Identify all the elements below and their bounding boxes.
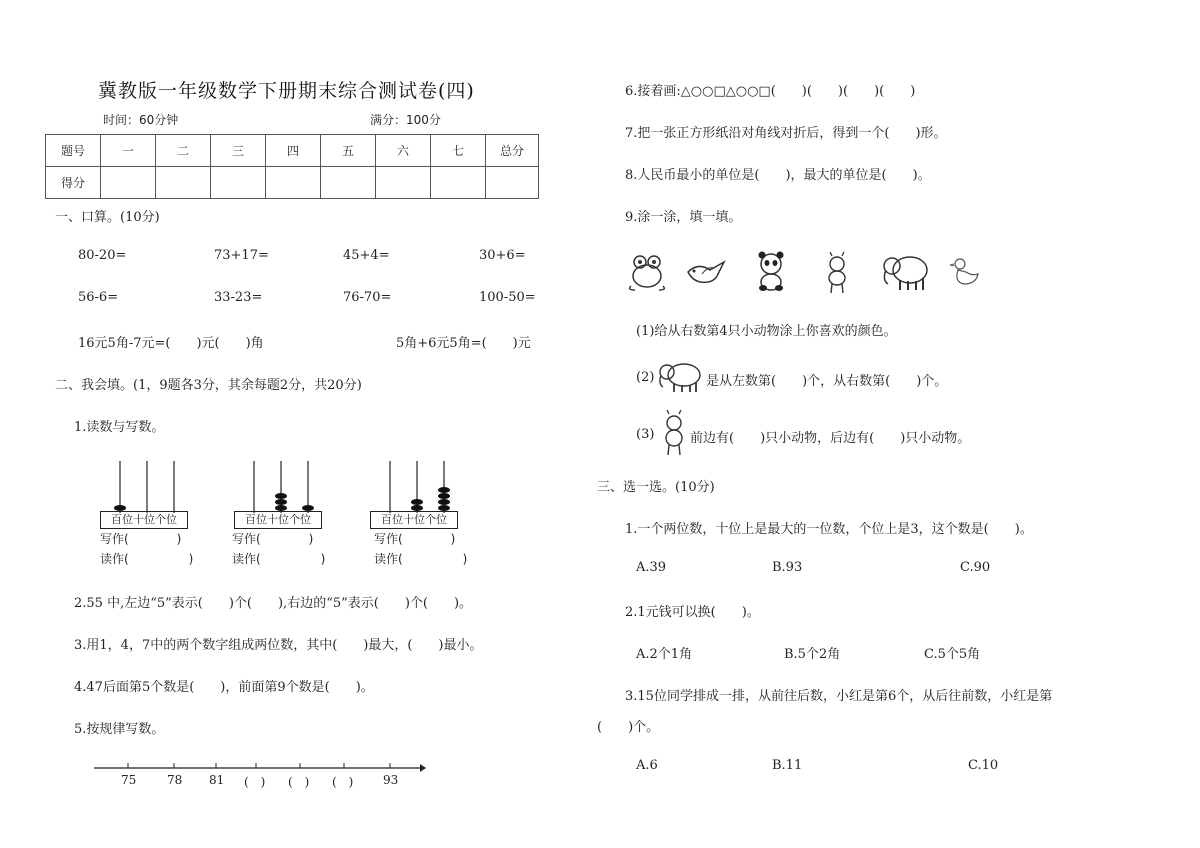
- option-c: C.5个5角: [924, 647, 981, 662]
- option-a: A.2个1角: [636, 647, 693, 662]
- question-3-3: 3.15位同学排成一排，从前往后数，小红是第6个，从后往前数，小红是第: [625, 689, 1053, 704]
- read-as: 读作( ): [100, 552, 194, 566]
- tick-label: 81: [209, 773, 225, 787]
- abacus-place-label: 百位十位个位: [100, 511, 188, 529]
- score-input[interactable]: [211, 167, 266, 199]
- score-table: [45, 134, 539, 199]
- score-header-row: [46, 135, 539, 167]
- read-as: 读作( ): [232, 552, 326, 566]
- option-b: B.11: [772, 758, 803, 773]
- calc-item: 30+6=: [479, 248, 526, 263]
- question-2-3: 3.用1，4，7中的两个数字组成两位数，其中( )最大，( )最小。: [74, 638, 483, 653]
- duck-icon: [950, 256, 980, 290]
- tick-label: 78: [167, 773, 183, 787]
- question-9-1: (1)给从右数第4只小动物涂上你喜欢的颜色。: [636, 324, 897, 339]
- calc-item: 45+4=: [343, 248, 390, 263]
- question-2-6: 6.接着画:△○○□△○○□( )( )( )( ): [625, 84, 916, 99]
- question-3-2: 2.1元钱可以换( )。: [625, 605, 760, 620]
- option-b: B.5个2角: [784, 647, 841, 662]
- score-cell: 总分: [486, 135, 539, 167]
- question-2-4: 4.47后面第5个数是( )，前面第9个数是( )。: [74, 680, 374, 695]
- score-cell: 二: [156, 135, 211, 167]
- question-3-1: 1.一个两位数，十位上是最大的一位数，个位上是3，这个数是( )。: [625, 522, 1033, 537]
- bird-icon: [684, 252, 728, 292]
- question-9-3-text: 前边有( )只小动物，后边有( )只小动物。: [690, 431, 971, 446]
- tick-label: ( ): [288, 775, 310, 789]
- score-input-row: [46, 167, 539, 199]
- option-a: A.6: [636, 758, 658, 773]
- question-2-8: 8.人民币最小的单位是( )，最大的单位是( )。: [625, 168, 931, 183]
- elephant-icon: [880, 250, 932, 292]
- question-2-5: 5.按规律写数。: [74, 722, 165, 737]
- score-cell: 三: [211, 135, 266, 167]
- question-2-7: 7.把一张正方形纸沿对角线对折后，得到一个( )形。: [625, 126, 947, 141]
- calc-item: 56-6=: [78, 290, 119, 305]
- elephant-icon: [656, 358, 706, 394]
- question-9-3-label: (3): [636, 427, 655, 442]
- tick-label: ( ): [244, 775, 266, 789]
- score-input[interactable]: [321, 167, 376, 199]
- question-9-2-text: 是从左数第( )个，从右数第( )个。: [706, 374, 948, 389]
- score-input[interactable]: [431, 167, 486, 199]
- write-as: 写作( ): [232, 532, 314, 546]
- score-cell: 题号: [46, 135, 101, 167]
- option-c: C.10: [968, 758, 999, 773]
- score-cell: 六: [376, 135, 431, 167]
- option-c: C.90: [960, 560, 991, 575]
- exam-time: 时间：60分钟: [103, 113, 179, 127]
- write-as: 写作( ): [374, 532, 456, 546]
- calc-item: 76-70=: [343, 290, 392, 305]
- full-marks: 满分：100分: [370, 113, 441, 127]
- question-2-1: 1.读数与写数。: [74, 420, 165, 435]
- abacus-3: [370, 458, 462, 513]
- tick-label: 93: [383, 773, 399, 787]
- read-as: 读作( ): [374, 552, 468, 566]
- score-input[interactable]: [266, 167, 321, 199]
- calc-item: 5角+6元5角=( )元: [396, 336, 531, 351]
- calc-item: 80-20=: [78, 248, 127, 263]
- abacus-place-label: 百位十位个位: [370, 511, 458, 529]
- deer-icon: [822, 252, 852, 294]
- question-9-2-label: (2): [636, 370, 655, 385]
- calc-item: 100-50=: [479, 290, 536, 305]
- abacus-1: [100, 458, 192, 513]
- section-3-heading: 三、选一选。(10分): [597, 480, 715, 495]
- calc-item: 16元5角-7元=( )元( )角: [78, 336, 264, 351]
- question-3-3-cont: ( )个。: [597, 720, 660, 735]
- frog-icon: [625, 250, 669, 292]
- question-2-2: 2.55 中,左边“5”表示( )个( ),右边的“5”表示( )个( )。: [74, 596, 473, 611]
- tick-label: 75: [121, 773, 137, 787]
- deer-icon: [660, 410, 688, 456]
- score-input[interactable]: [376, 167, 431, 199]
- option-a: A.39: [636, 560, 667, 575]
- score-cell: 五: [321, 135, 376, 167]
- score-cell: 得分: [46, 167, 101, 199]
- score-input[interactable]: [101, 167, 156, 199]
- score-cell: 一: [101, 135, 156, 167]
- tick-label: ( ): [332, 775, 354, 789]
- write-as: 写作( ): [100, 532, 182, 546]
- panda-icon: [752, 250, 790, 292]
- score-input[interactable]: [486, 167, 539, 199]
- calc-item: 33-23=: [214, 290, 263, 305]
- option-b: B.93: [772, 560, 803, 575]
- score-cell: 四: [266, 135, 321, 167]
- page-title: 冀教版一年级数学下册期末综合测试卷(四): [98, 80, 475, 102]
- score-input[interactable]: [156, 167, 211, 199]
- calc-item: 73+17=: [214, 248, 269, 263]
- question-2-9: 9.涂一涂，填一填。: [625, 210, 742, 225]
- abacus-2: [234, 458, 326, 513]
- section-2-heading: 二、我会填。(1，9题各3分，其余每题2分，共20分): [55, 378, 362, 393]
- abacus-place-label: 百位十位个位: [234, 511, 322, 529]
- section-1-heading: 一、口算。(10分): [55, 210, 160, 225]
- number-line: [94, 760, 426, 774]
- score-cell: 七: [431, 135, 486, 167]
